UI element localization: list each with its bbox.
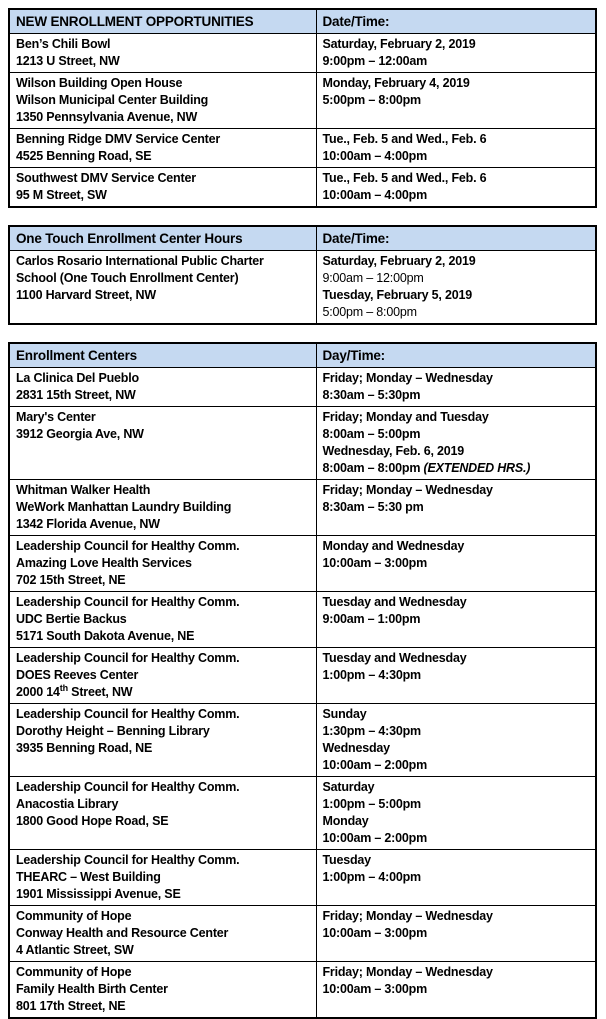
- text-line: [16, 148, 311, 165]
- text-line: [16, 109, 311, 126]
- text-segment: Friday; Monday – Wednesday: [322, 909, 493, 923]
- text-line: [16, 131, 311, 148]
- location-cell: [9, 34, 316, 73]
- text-segment: 1342 Florida Avenue, NW: [16, 517, 160, 531]
- schedule-cell: [316, 168, 596, 208]
- schedule-cell: [316, 704, 596, 777]
- table-row: [9, 480, 596, 536]
- text-line: [16, 706, 311, 723]
- text-line: [323, 650, 591, 667]
- text-segment: Tuesday, February 5, 2019: [322, 288, 472, 302]
- text-segment: 4525 Benning Road, SE: [16, 149, 152, 163]
- location-cell: [9, 407, 316, 480]
- text-line: [16, 964, 311, 981]
- table-row: [9, 73, 596, 129]
- text-line: [323, 426, 591, 443]
- text-segment: 1800 Good Hope Road, SE: [16, 814, 169, 828]
- text-line: [323, 796, 591, 813]
- text-segment: School (One Touch Enrollment Center): [16, 271, 239, 285]
- text-segment: 2831 15th Street, NW: [16, 388, 136, 402]
- text-line: [16, 270, 311, 287]
- text-line: [323, 723, 591, 740]
- location-cell: [9, 168, 316, 208]
- schedule-cell: [316, 536, 596, 592]
- text-line: [16, 796, 311, 813]
- text-segment: 10:00am – 2:00pm: [322, 758, 428, 772]
- column-header-location: NEW ENROLLMENT OPPORTUNITIES: [9, 9, 316, 34]
- text-segment: 10:00am – 3:00pm: [322, 556, 428, 570]
- text-line: [16, 75, 311, 92]
- text-segment: 3912 Georgia Ave, NW: [16, 427, 144, 441]
- column-header-datetime: Date/Time:: [316, 9, 596, 34]
- schedule-cell: [316, 407, 596, 480]
- text-segment: Tuesday: [322, 853, 371, 867]
- text-segment: Leadership Council for Healthy Comm.: [16, 595, 240, 609]
- header-row: [9, 343, 596, 368]
- text-line: [16, 908, 311, 925]
- text-line: [323, 187, 591, 204]
- text-line: [323, 131, 591, 148]
- location-cell: [9, 592, 316, 648]
- text-line: [323, 830, 591, 847]
- header-row: [9, 226, 596, 251]
- text-segment: Friday; Monday – Wednesday: [322, 965, 493, 979]
- schedule-cell: [316, 129, 596, 168]
- table-row: [9, 129, 596, 168]
- text-segment: 4 Atlantic Street, SW: [16, 943, 134, 957]
- text-line: [323, 460, 591, 477]
- location-cell: [9, 850, 316, 906]
- text-line: [16, 387, 311, 404]
- text-segment: 801 17th Street, NE: [16, 999, 126, 1013]
- text-segment: Wilson Municipal Center Building: [16, 93, 209, 107]
- schedule-cell: [316, 850, 596, 906]
- schedule-cell: [316, 480, 596, 536]
- text-line: [16, 740, 311, 757]
- text-segment: 10:00am – 4:00pm: [322, 149, 428, 163]
- text-line: [323, 92, 591, 109]
- text-line: [323, 964, 591, 981]
- location-cell: [9, 704, 316, 777]
- text-segment: Wednesday: [322, 741, 390, 755]
- text-line: [16, 36, 311, 53]
- schedule-cell: [316, 906, 596, 962]
- text-segment: 5:00pm – 8:00pm: [322, 305, 417, 319]
- text-segment: Mary's Center: [16, 410, 96, 424]
- text-segment: Tue., Feb. 5 and Wed., Feb. 6: [322, 171, 487, 185]
- schedule-cell: [316, 251, 596, 325]
- text-segment: 9:00pm – 12:00am: [322, 54, 428, 68]
- text-segment: 8:00am – 5:00pm: [322, 427, 421, 441]
- text-line: [323, 757, 591, 774]
- text-segment: 1:00pm – 4:00pm: [322, 870, 421, 884]
- text-line: [16, 287, 311, 304]
- text-line: [323, 706, 591, 723]
- text-line: [323, 908, 591, 925]
- text-segment: Saturday, February 2, 2019: [322, 254, 476, 268]
- text-segment: 9:00am – 12:00pm: [322, 271, 424, 285]
- text-line: [323, 482, 591, 499]
- text-segment: 1213 U Street, NW: [16, 54, 120, 68]
- text-line: [323, 981, 591, 998]
- table-row: [9, 962, 596, 1019]
- ordinal-superscript: th: [59, 682, 68, 693]
- text-segment: 3935 Benning Road, NE: [16, 741, 153, 755]
- text-segment: 2000 14: [16, 685, 60, 699]
- text-segment: 9:00am – 1:00pm: [322, 612, 421, 626]
- text-line: [16, 852, 311, 869]
- location-cell: [9, 536, 316, 592]
- table-one-touch-enrollment-center-hours: [8, 225, 597, 325]
- text-line: [323, 869, 591, 886]
- text-segment: Southwest DMV Service Center: [16, 171, 196, 185]
- text-segment: Monday and Wednesday: [322, 539, 465, 553]
- location-cell: [9, 368, 316, 407]
- table-enrollment-centers: [8, 342, 597, 1019]
- text-line: [323, 611, 591, 628]
- text-segment: Street, NW: [67, 685, 133, 699]
- text-segment: 10:00am – 4:00pm: [322, 188, 428, 202]
- location-cell: [9, 251, 316, 325]
- text-line: [323, 852, 591, 869]
- text-segment: Conway Health and Resource Center: [16, 926, 229, 940]
- text-segment: Carlos Rosario International Public Charter: [16, 254, 264, 268]
- table-body: [9, 368, 596, 1019]
- table-row: [9, 592, 596, 648]
- text-segment: (EXTENDED HRS.): [423, 461, 531, 475]
- text-segment: 8:30am – 5:30pm: [322, 388, 421, 402]
- text-segment: Tuesday and Wednesday: [322, 651, 467, 665]
- text-line: [16, 650, 311, 667]
- text-line: [16, 572, 311, 589]
- text-line: [16, 779, 311, 796]
- text-line: [16, 253, 311, 270]
- text-segment: Community of Hope: [16, 965, 132, 979]
- text-line: [16, 370, 311, 387]
- text-segment: 8:30am – 5:30 pm: [322, 500, 424, 514]
- location-cell: [9, 129, 316, 168]
- text-line: [16, 426, 311, 443]
- text-segment: Benning Ridge DMV Service Center: [16, 132, 221, 146]
- text-segment: La Clinica Del Pueblo: [16, 371, 139, 385]
- text-line: [16, 886, 311, 903]
- text-segment: Wilson Building Open House: [16, 76, 183, 90]
- text-segment: 1:00pm – 5:00pm: [322, 797, 421, 811]
- location-cell: [9, 648, 316, 704]
- text-line: [323, 594, 591, 611]
- text-line: [16, 925, 311, 942]
- text-line: [16, 981, 311, 998]
- text-line: [323, 36, 591, 53]
- text-line: [16, 723, 311, 740]
- column-header-daytime: Day/Time:: [316, 343, 596, 368]
- table-row: [9, 168, 596, 208]
- text-segment: Leadership Council for Healthy Comm.: [16, 853, 240, 867]
- text-segment: Wednesday, Feb. 6, 2019: [322, 444, 465, 458]
- text-segment: Leadership Council for Healthy Comm.: [16, 651, 240, 665]
- table-body: [9, 34, 596, 208]
- text-segment: Monday, February 4, 2019: [322, 76, 470, 90]
- schedule-cell: [316, 962, 596, 1019]
- text-segment: 1:30pm – 4:30pm: [322, 724, 421, 738]
- text-line: [16, 869, 311, 886]
- text-line: [16, 53, 311, 70]
- text-segment: WeWork Manhattan Laundry Building: [16, 500, 232, 514]
- text-line: [323, 53, 591, 70]
- table-row: [9, 407, 596, 480]
- text-segment: 8:00am – 8:00pm: [322, 461, 424, 475]
- text-line: [16, 482, 311, 499]
- text-segment: DOES Reeves Center: [16, 668, 139, 682]
- table-row: [9, 536, 596, 592]
- table-row: [9, 704, 596, 777]
- column-header-location: One Touch Enrollment Center Hours: [9, 226, 316, 251]
- text-segment: 95 M Street, SW: [16, 188, 107, 202]
- text-segment: Sunday: [322, 707, 367, 721]
- text-segment: 1:00pm – 4:30pm: [322, 668, 421, 682]
- text-segment: 10:00am – 3:00pm: [322, 926, 428, 940]
- text-segment: Friday; Monday and Tuesday: [322, 410, 489, 424]
- text-line: [16, 942, 311, 959]
- text-line: [16, 409, 311, 426]
- text-line: [323, 75, 591, 92]
- text-line: [323, 499, 591, 516]
- column-header-location: Enrollment Centers: [9, 343, 316, 368]
- text-line: [323, 779, 591, 796]
- text-segment: Tue., Feb. 5 and Wed., Feb. 6: [322, 132, 487, 146]
- text-segment: 10:00am – 3:00pm: [322, 982, 428, 996]
- text-line: [323, 304, 591, 321]
- location-cell: [9, 480, 316, 536]
- schedule-cell: [316, 648, 596, 704]
- text-line: [323, 538, 591, 555]
- text-line: [323, 555, 591, 572]
- schedule-cell: [316, 368, 596, 407]
- text-line: [16, 594, 311, 611]
- text-segment: Family Health Birth Center: [16, 982, 168, 996]
- text-segment: 10:00am – 2:00pm: [322, 831, 428, 845]
- text-line: [323, 443, 591, 460]
- text-segment: 1901 Mississippi Avenue, SE: [16, 887, 181, 901]
- text-line: [16, 516, 311, 533]
- table-row: [9, 906, 596, 962]
- text-line: [16, 187, 311, 204]
- text-line: [16, 813, 311, 830]
- text-line: [323, 387, 591, 404]
- text-segment: Friday; Monday – Wednesday: [322, 371, 493, 385]
- text-line: [323, 409, 591, 426]
- table-row: [9, 368, 596, 407]
- text-line: [323, 170, 591, 187]
- text-segment: Whitman Walker Health: [16, 483, 151, 497]
- schedule-cell: [316, 592, 596, 648]
- location-cell: [9, 777, 316, 850]
- text-line: [323, 740, 591, 757]
- text-segment: Leadership Council for Healthy Comm.: [16, 707, 240, 721]
- text-line: [16, 92, 311, 109]
- text-line: [323, 270, 591, 287]
- schedule-cell: [316, 777, 596, 850]
- text-segment: Anacostia Library: [16, 797, 119, 811]
- column-header-datetime: Date/Time:: [316, 226, 596, 251]
- table-row: [9, 777, 596, 850]
- text-segment: Amazing Love Health Services: [16, 556, 192, 570]
- text-line: [16, 611, 311, 628]
- text-segment: 1350 Pennsylvania Avenue, NW: [16, 110, 198, 124]
- text-segment: Friday; Monday – Wednesday: [322, 483, 493, 497]
- text-segment: Community of Hope: [16, 909, 132, 923]
- text-segment: Saturday, February 2, 2019: [322, 37, 476, 51]
- text-segment: 702 15th Street, NE: [16, 573, 126, 587]
- text-segment: THEARC – West Building: [16, 870, 161, 884]
- text-line: [16, 667, 311, 684]
- text-line: [323, 813, 591, 830]
- text-segment: Monday: [322, 814, 369, 828]
- table-row: [9, 850, 596, 906]
- text-line: [323, 253, 591, 270]
- table-row: [9, 251, 596, 325]
- text-segment: Ben’s Chili Bowl: [16, 37, 111, 51]
- text-line: [16, 555, 311, 572]
- text-line: [16, 499, 311, 516]
- text-line: [16, 538, 311, 555]
- text-line: [323, 667, 591, 684]
- text-segment: 1100 Harvard Street, NW: [16, 288, 156, 302]
- table-new-enrollment-opportunities: [8, 8, 597, 208]
- text-line: [323, 925, 591, 942]
- table-body: [9, 251, 596, 325]
- location-cell: [9, 73, 316, 129]
- text-line: [323, 287, 591, 304]
- text-line: [323, 370, 591, 387]
- schedule-cell: [316, 34, 596, 73]
- table-row: [9, 34, 596, 73]
- schedule-cell: [316, 73, 596, 129]
- text-segment: Saturday: [322, 780, 375, 794]
- text-line: [16, 170, 311, 187]
- text-segment: Dorothy Height – Benning Library: [16, 724, 210, 738]
- text-segment: Leadership Council for Healthy Comm.: [16, 539, 240, 553]
- text-segment: Tuesday and Wednesday: [322, 595, 467, 609]
- location-cell: [9, 906, 316, 962]
- table-row: [9, 648, 596, 704]
- text-line: [16, 628, 311, 645]
- text-line: [16, 684, 311, 701]
- text-segment: 5171 South Dakota Avenue, NE: [16, 629, 195, 643]
- text-segment: Leadership Council for Healthy Comm.: [16, 780, 240, 794]
- text-segment: UDC Bertie Backus: [16, 612, 127, 626]
- location-cell: [9, 962, 316, 1019]
- text-segment: 5:00pm – 8:00pm: [322, 93, 421, 107]
- header-row: [9, 9, 596, 34]
- text-line: [323, 148, 591, 165]
